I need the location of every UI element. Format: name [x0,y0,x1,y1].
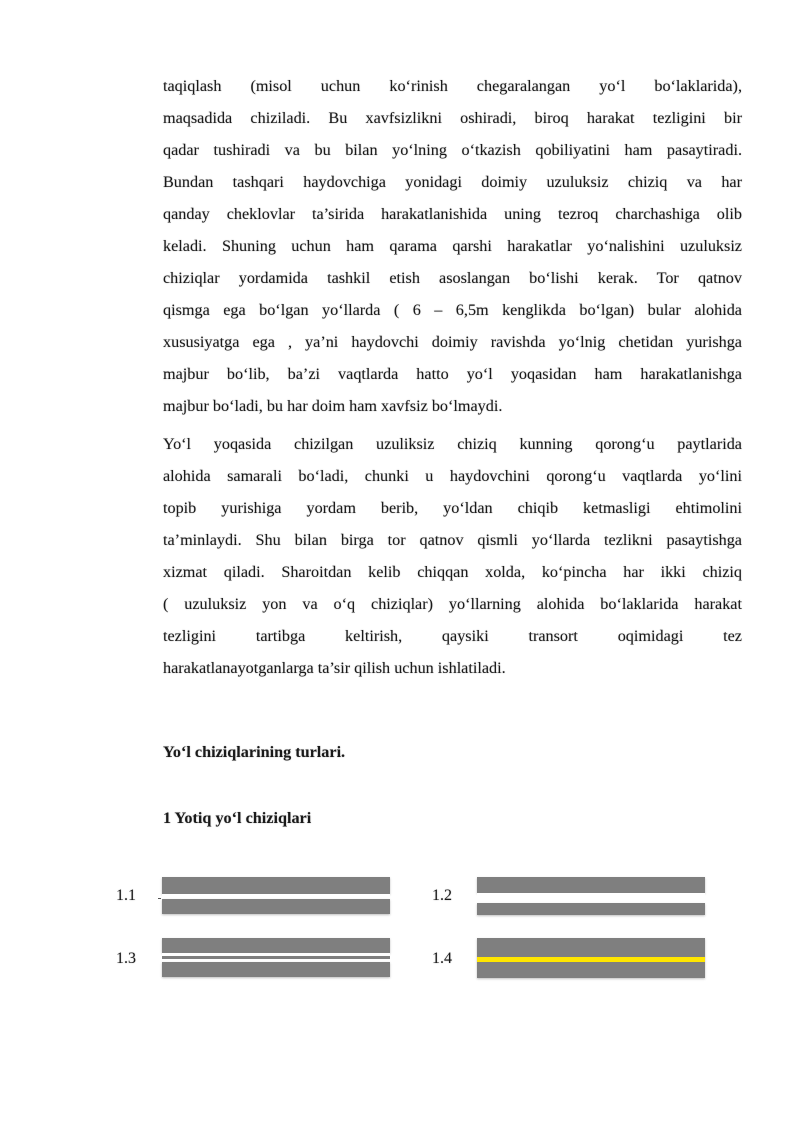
text-line: qismga ega bo‘lgan yo‘llarda ( 6 – 6,5m kenglikda bo‘lgan) bular alohida [163,301,742,319]
road-surface [477,877,705,893]
yellow-line-marking [477,957,705,962]
text-line: xususiyatga ega , ya’ni haydovchi doimiy ravishda yo‘lnig chetidan yurishga [163,333,742,351]
text-line: qadar tushiradi va bu bilan yo‘lning o‘tkazish qobiliyatini ham pasaytiradi. [163,141,742,159]
road-surface [162,877,390,894]
text-line: Yo‘l yoqasida chizilgan uzuliksiz chiziq kunning qorong‘u paytlarida [163,435,742,453]
paragraph-2 [163,428,742,684]
road-surface [162,938,390,953]
figure-tick-mark [158,898,161,899]
figure-label-1-3: 1.3 [116,950,136,967]
text-line: chiziqlar yordamida tashkil etish asoslangan bo‘lishi kerak. Tor qatnov [163,269,742,287]
text-line: alohida samarali bo‘ladi, chunki u haydovchini qorong‘u vaqtlarda yo‘lini [163,467,742,485]
road-surface [477,903,705,915]
text-line: Bundan tashqari haydovchiga yonidagi doimiy uzuluksiz chiziq va har [163,173,742,191]
text-line: majbur bo‘ladi, bu har doim ham xavfsiz bo‘lmaydi. [163,397,503,415]
text-line: taqiqlash (misol uchun ko‘rinish chegaralangan yo‘l bo‘laklarida), [163,77,742,95]
text-line: ( uzuluksiz yon va o‘q chiziqlar) yo‘llarning alohida bo‘laklarida harakat [163,595,742,613]
text-line: ta’minlaydi. Shu bilan birga tor qatnov qismli yo‘llarda tezlikni pasaytishga [163,531,742,549]
road-marking-1-2 [477,877,705,915]
road-marking-1-1 [162,877,390,915]
text-line: qanday cheklovlar ta’sirida harakatlanishida uning tezroq charchashiga olib [163,205,742,223]
white-line-marking [477,893,705,903]
text-line: xizmat qiladi. Sharoitdan kelib chiqqan xolda, ko‘pincha har ikki chiziq [163,563,742,581]
section-heading: Yo‘l chiziqlarining turlari. [163,743,346,761]
road-marking-1-4 [477,938,705,978]
text-line: topib yurishiga yordam berib, yo‘ldan chiqib ketmasligi ehtimolini [163,499,742,517]
road-surface [162,962,390,977]
text-line: tezligini tartibga keltirish, qaysiki transort oqimidagi tez [163,627,742,645]
text-line: maqsadida chiziladi. Bu xavfsizlikni oshiradi, biroq harakat tezligini bir [163,109,742,127]
figure-label-1-1: 1.1 [116,887,136,904]
text-line: harakatlanayotganlarga ta’sir qilish uchun ishlatiladi. [163,659,506,677]
text-line: majbur bo‘lib, ba’zi vaqtlarda hatto yo‘l yoqasidan ham harakatlanishga [163,365,742,383]
figure-label-1-2: 1.2 [432,887,452,904]
figure-label-1-4: 1.4 [432,950,452,967]
subsection-heading: 1 Yotiq yo‘l chiziqlari [163,809,312,827]
road-marking-1-3 [162,938,390,978]
paragraph-1 [163,70,742,422]
road-surface [162,899,390,914]
text-line: keladi. Shuning uchun ham qarama qarshi harakatlar yo‘nalishini uzuluksiz [163,237,742,255]
